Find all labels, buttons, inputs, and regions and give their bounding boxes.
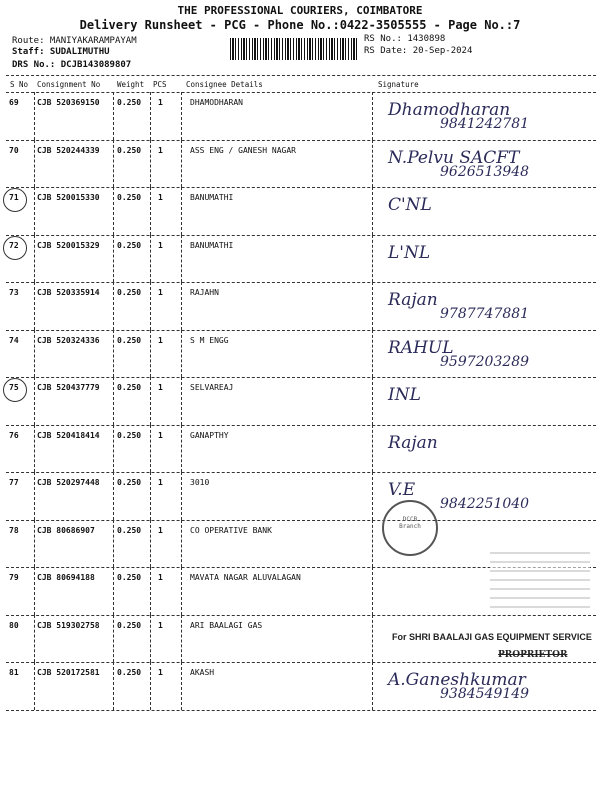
- cell-sno: 81: [9, 668, 19, 677]
- cell-consignee: ARI BAALAGI GAS: [190, 620, 263, 630]
- column-divider: [34, 425, 35, 473]
- col-weight: Weight: [117, 80, 145, 89]
- circle-mark-icon: [3, 188, 27, 212]
- row-divider: [6, 235, 596, 236]
- row-divider: [6, 472, 596, 473]
- cell-cno: CJB 80694188: [37, 573, 95, 582]
- cell-sno: 75: [9, 383, 19, 392]
- column-divider: [113, 425, 114, 473]
- cell-cno: CJB 520015330: [37, 193, 100, 202]
- col-consignment: Consignment No: [37, 80, 101, 89]
- column-divider: [372, 615, 373, 663]
- cell-pcs: 1: [158, 98, 163, 107]
- cell-cno: CJB 520015329: [37, 240, 100, 250]
- signature-name: C'NL: [388, 195, 432, 215]
- row-divider: [6, 520, 596, 521]
- barcode-icon: [230, 38, 358, 60]
- row-divider: [6, 140, 596, 141]
- column-divider: [181, 282, 182, 330]
- rs-number: RS No.: 1430898: [364, 34, 446, 44]
- cell-consignee: MAVATA NAGAR ALUVALAGAN: [190, 573, 301, 582]
- signature-phone: 9384549149: [440, 686, 530, 702]
- signature-name: V.E: [388, 480, 416, 500]
- col-signature: Signature: [378, 80, 419, 89]
- cell-sno: 80: [9, 620, 19, 630]
- column-divider: [150, 567, 151, 615]
- column-divider: [181, 520, 182, 568]
- cell-weight: 0.250: [117, 288, 142, 297]
- column-divider: [372, 377, 373, 425]
- cell-weight: 0.250: [117, 668, 142, 677]
- row-divider: [6, 615, 596, 616]
- signature-name: INL: [388, 385, 421, 405]
- signature-phone: 9787747881: [440, 306, 530, 322]
- row-divider: [6, 330, 596, 331]
- column-divider: [372, 92, 373, 140]
- column-divider: [181, 330, 182, 378]
- column-divider: [113, 92, 114, 140]
- cell-consignee: GANAPTHY: [190, 430, 229, 440]
- column-divider: [372, 140, 373, 188]
- cell-consignee: DHAMODHARAN: [190, 98, 243, 107]
- drs-number: DRS No.: DCJB143089807: [12, 60, 132, 70]
- column-divider: [181, 235, 182, 283]
- cell-weight: 0.250: [117, 240, 142, 250]
- column-divider: [113, 520, 114, 568]
- cell-sno: 76: [9, 430, 19, 440]
- column-divider: [372, 567, 373, 615]
- signature-phone: 9842251040: [440, 496, 530, 512]
- column-divider: [34, 615, 35, 663]
- rs-date: RS Date: 20-Sep-2024: [364, 46, 473, 56]
- column-divider: [34, 187, 35, 235]
- signature-name: N.Pelvu SACFT: [388, 147, 520, 168]
- cell-sno: 71: [9, 193, 19, 202]
- header-rule-bottom: [6, 92, 596, 93]
- column-divider: [113, 567, 114, 615]
- cell-sno: 72: [9, 240, 19, 250]
- row-divider: [6, 710, 596, 711]
- cell-pcs: 1: [158, 288, 163, 297]
- cell-pcs: 1: [158, 430, 163, 440]
- cell-weight: 0.250: [117, 620, 142, 630]
- cell-pcs: 1: [158, 383, 163, 392]
- company-title: THE PROFESSIONAL COURIERS, COIMBATORE: [177, 4, 423, 17]
- column-divider: [34, 282, 35, 330]
- signature-name: Dhamodharan: [388, 100, 511, 120]
- column-divider: [113, 472, 114, 520]
- cooperative-bank-stamp: DCCB Branch: [382, 500, 438, 556]
- column-divider: [372, 187, 373, 235]
- cell-cno: CJB 520437779: [37, 383, 100, 392]
- column-divider: [113, 140, 114, 188]
- column-divider: [34, 377, 35, 425]
- column-divider: [150, 282, 151, 330]
- cell-consignee: 3010: [190, 478, 210, 487]
- column-divider: [372, 330, 373, 378]
- column-divider: [34, 567, 35, 615]
- column-divider: [181, 615, 182, 663]
- signature-name: RAHUL: [388, 337, 454, 358]
- column-divider: [113, 235, 114, 283]
- cell-weight: 0.250: [117, 98, 142, 107]
- row-divider: [6, 425, 596, 426]
- header-rule-top: [6, 75, 596, 76]
- column-divider: [372, 282, 373, 330]
- column-divider: [150, 662, 151, 710]
- cell-consignee: RAJAHN: [190, 288, 219, 297]
- cell-sno: 79: [9, 573, 19, 582]
- column-divider: [34, 520, 35, 568]
- signature-phone: 9597203289: [440, 353, 530, 370]
- signature-phone: 9626513948: [440, 163, 530, 180]
- runsheet-title: Delivery Runsheet - PCG - Phone No.:0422-3505555 - Page No.:7: [79, 18, 521, 32]
- column-divider: [181, 425, 182, 473]
- column-divider: [181, 567, 182, 615]
- cell-pcs: 1: [158, 573, 163, 582]
- cell-pcs: 1: [158, 668, 163, 677]
- cell-consignee: CO OPERATIVE BANK: [190, 525, 272, 535]
- row-divider: [6, 662, 596, 663]
- column-divider: [113, 282, 114, 330]
- column-divider: [113, 662, 114, 710]
- column-divider: [181, 662, 182, 710]
- col-sno: S No: [10, 80, 29, 89]
- column-divider: [372, 472, 373, 520]
- column-divider: [150, 472, 151, 520]
- cell-sno: 69: [9, 98, 19, 107]
- cell-cno: CJB 520297448: [37, 478, 100, 487]
- cell-weight: 0.250: [117, 430, 142, 440]
- cell-pcs: 1: [158, 478, 163, 487]
- circle-mark-icon: [3, 378, 27, 402]
- row-divider: [6, 187, 596, 188]
- signature-phone: 9841242781: [440, 116, 530, 132]
- cell-weight: 0.250: [117, 193, 142, 202]
- column-divider: [181, 377, 182, 425]
- column-divider: [34, 235, 35, 283]
- col-pcs: PCS: [153, 80, 167, 89]
- cell-weight: 0.250: [117, 573, 142, 582]
- column-divider: [150, 615, 151, 663]
- cell-cno: CJB 520369150: [37, 98, 100, 107]
- column-divider: [150, 425, 151, 473]
- column-divider: [150, 92, 151, 140]
- cell-sno: 74: [9, 335, 19, 345]
- column-divider: [150, 330, 151, 378]
- cell-cno: CJB 520244339: [37, 145, 100, 155]
- cell-weight: 0.250: [117, 145, 142, 155]
- cell-cno: CJB 519302758: [37, 620, 100, 630]
- cell-cno: CJB 520172581: [37, 668, 100, 677]
- cell-sno: 77: [9, 478, 19, 487]
- column-divider: [34, 92, 35, 140]
- column-divider: [150, 235, 151, 283]
- cell-pcs: 1: [158, 335, 163, 345]
- cell-sno: 73: [9, 288, 19, 297]
- cell-pcs: 1: [158, 525, 163, 535]
- row-divider: [6, 377, 596, 378]
- cell-sno: 78: [9, 525, 19, 535]
- column-divider: [372, 235, 373, 283]
- cell-consignee: AKASH: [190, 668, 215, 677]
- signature-name: Rajan: [388, 432, 438, 453]
- column-divider: [113, 187, 114, 235]
- column-divider: [150, 377, 151, 425]
- cell-cno: CJB 80686907: [37, 525, 95, 535]
- cell-pcs: 1: [158, 145, 163, 155]
- column-divider: [150, 187, 151, 235]
- cell-cno: CJB 520335914: [37, 288, 100, 297]
- column-divider: [113, 377, 114, 425]
- column-divider: [372, 425, 373, 473]
- cell-weight: 0.250: [117, 478, 142, 487]
- signature-name: For SHRI BAALAJI GAS EQUIPMENT SERVICE: [392, 631, 592, 642]
- column-divider: [113, 615, 114, 663]
- cell-consignee: BANUMATHI: [190, 240, 234, 250]
- cell-pcs: 1: [158, 240, 163, 250]
- column-divider: [181, 140, 182, 188]
- column-divider: [181, 187, 182, 235]
- column-divider: [34, 330, 35, 378]
- column-divider: [150, 140, 151, 188]
- col-consignee: Consignee Details: [186, 80, 263, 89]
- cell-weight: 0.250: [117, 335, 142, 345]
- staff-text: Staff: SUDALIMUTHU: [12, 47, 110, 57]
- column-divider: [181, 92, 182, 140]
- column-divider: [150, 520, 151, 568]
- cell-consignee: ASS ENG / GANESH NAGAR: [190, 145, 296, 155]
- column-divider: [34, 662, 35, 710]
- signature-name: Rajan: [388, 290, 438, 310]
- row-divider: [6, 282, 596, 283]
- cell-consignee: S M ENGG: [190, 335, 229, 345]
- cell-consignee: BANUMATHI: [190, 193, 234, 202]
- cell-weight: 0.250: [117, 525, 142, 535]
- cell-consignee: SELVAREAJ: [190, 383, 234, 392]
- cell-pcs: 1: [158, 620, 163, 630]
- proprietor-stamp: PROPRIETOR: [498, 650, 568, 660]
- faded-stamp-text: [490, 552, 590, 612]
- cell-sno: 70: [9, 145, 19, 155]
- signature-name: A.Ganeshkumar: [388, 670, 526, 690]
- circle-mark-icon: [3, 236, 27, 260]
- column-divider: [34, 472, 35, 520]
- column-divider: [181, 472, 182, 520]
- signature-name: L'NL: [388, 242, 431, 263]
- cell-weight: 0.250: [117, 383, 142, 392]
- route-text: Route: MANIYAKARAMPAYAM: [12, 36, 137, 46]
- column-divider: [113, 330, 114, 378]
- column-divider: [34, 140, 35, 188]
- cell-pcs: 1: [158, 193, 163, 202]
- column-divider: [372, 662, 373, 710]
- cell-cno: CJB 520418414: [37, 430, 100, 440]
- cell-cno: CJB 520324336: [37, 335, 100, 345]
- column-divider: [372, 520, 373, 568]
